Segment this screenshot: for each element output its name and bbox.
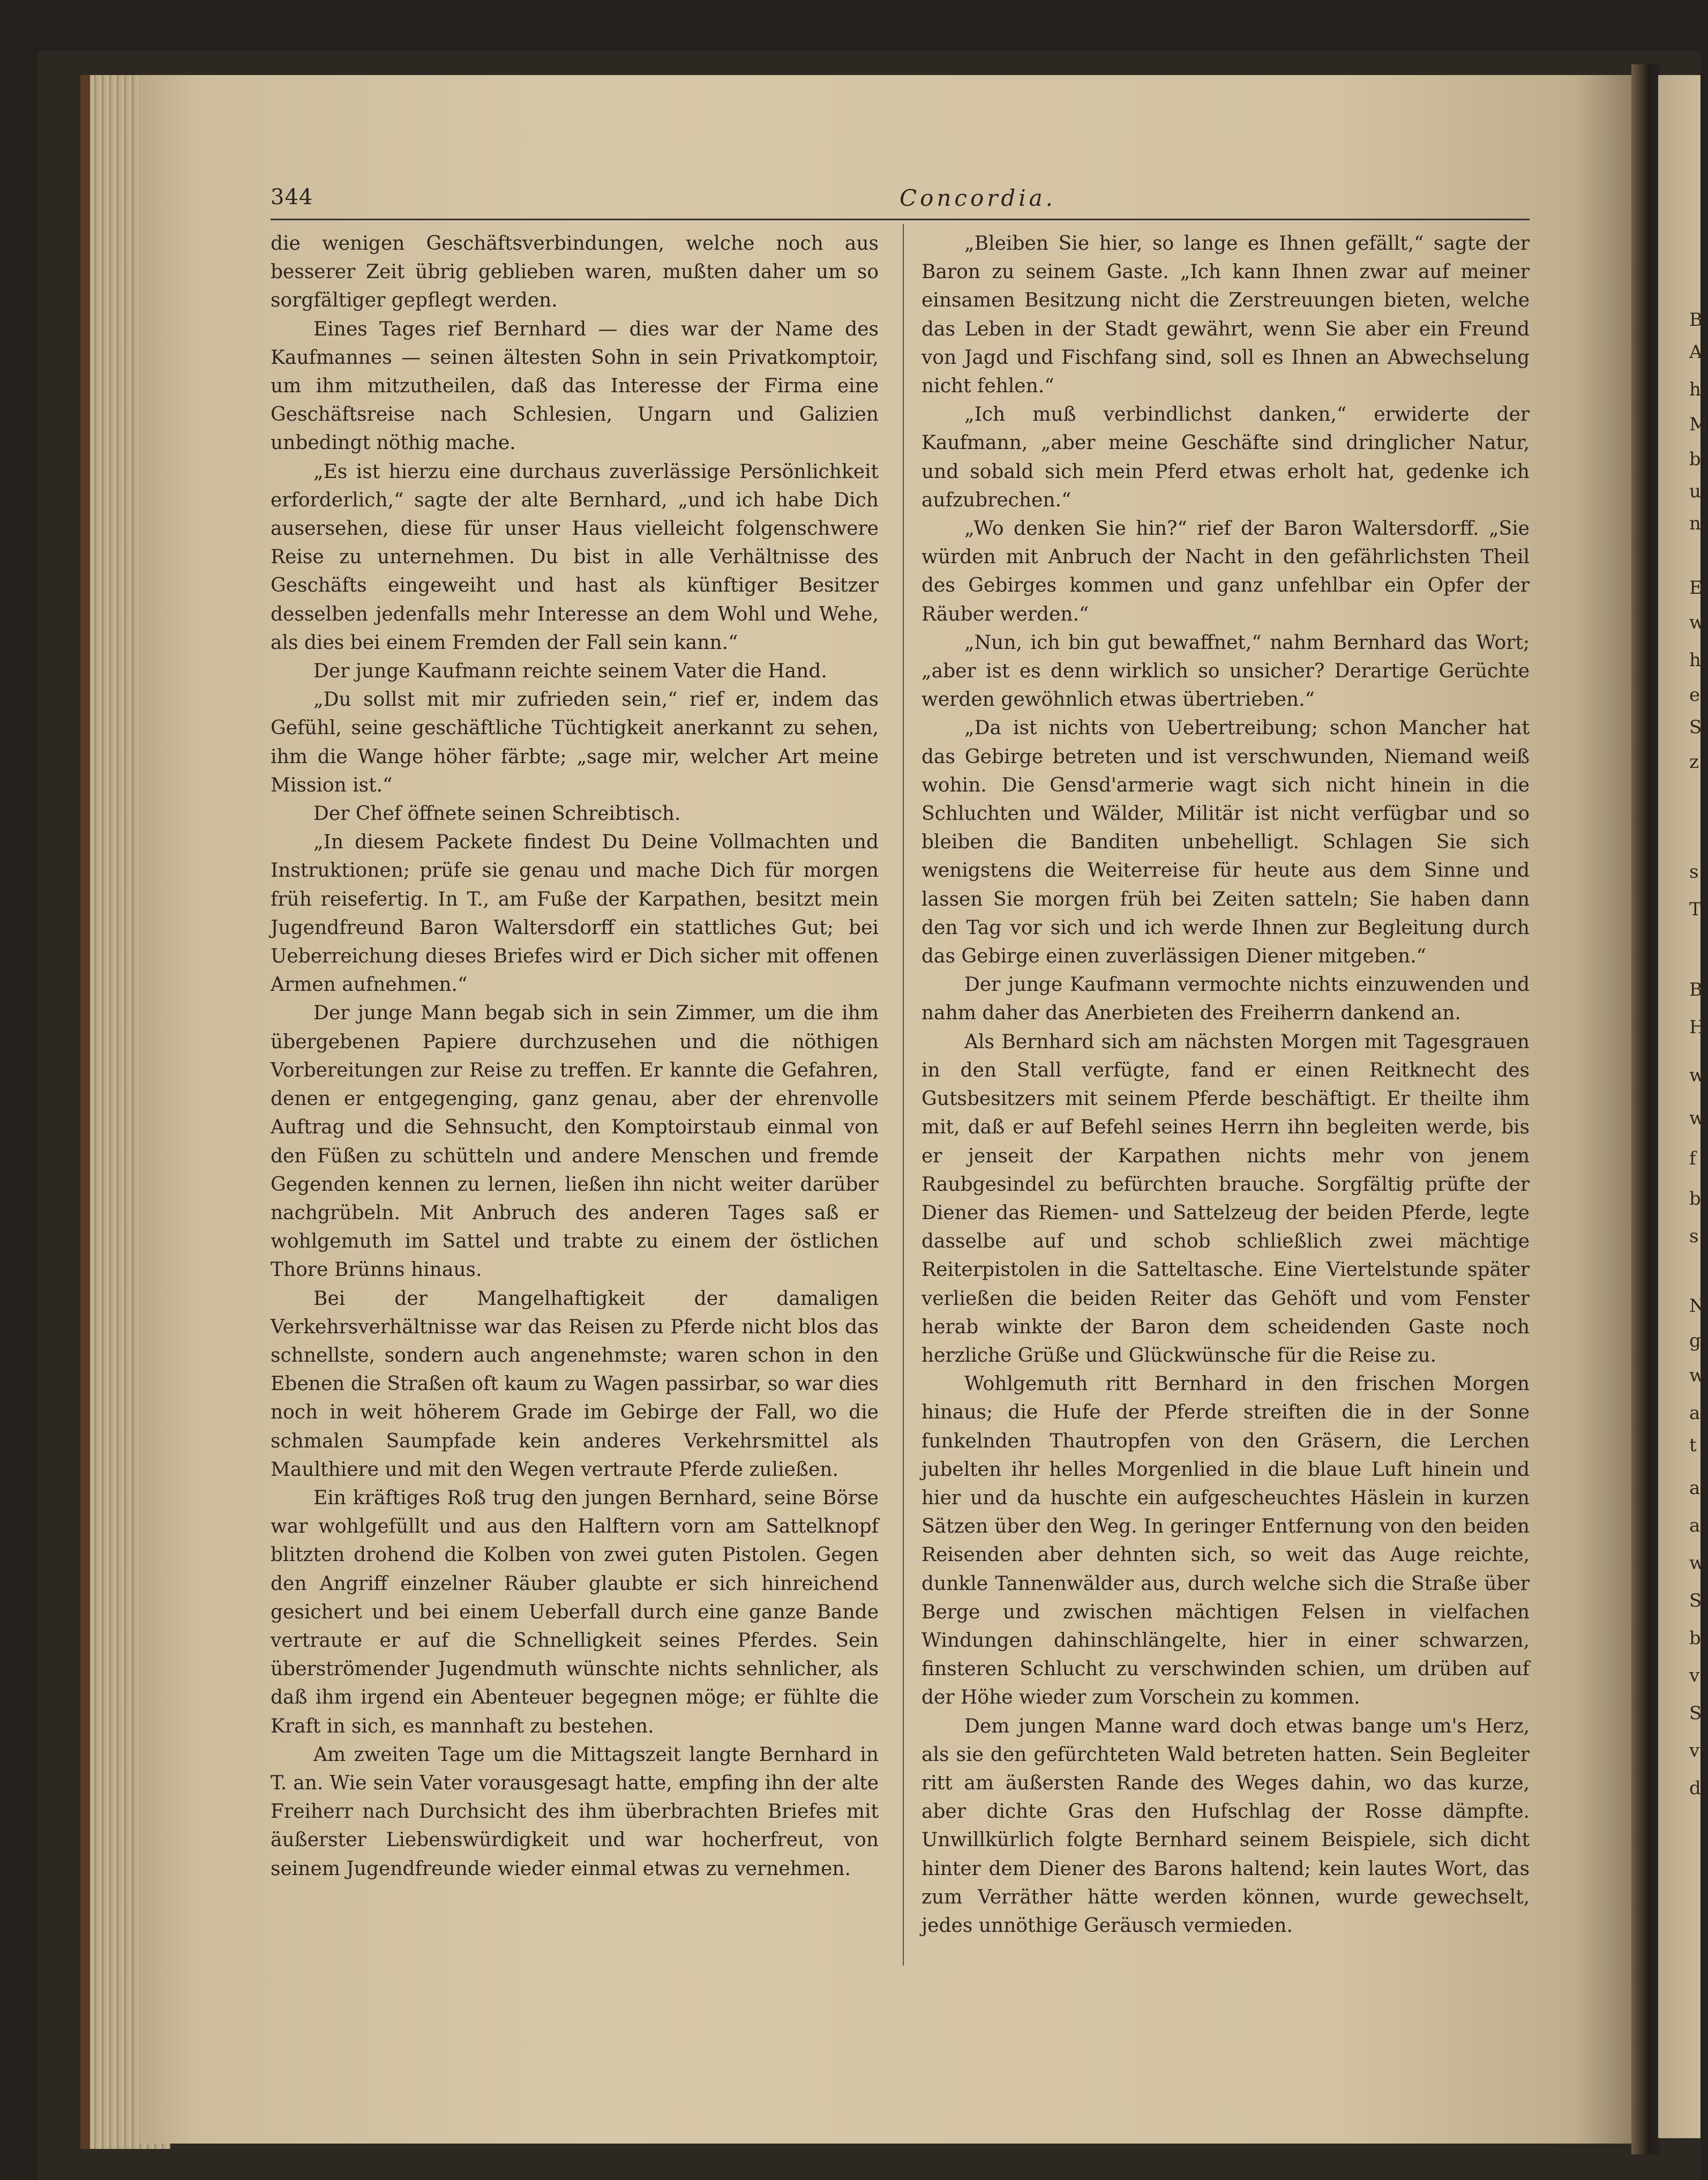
facing-page-letter: B — [1689, 309, 1703, 331]
facing-page-letter: h — [1689, 649, 1701, 671]
facing-page-letter: M — [1689, 414, 1708, 435]
paragraph: die wenigen Geschäftsverbindungen, welche noch aus besserer Zeit übrig geblieben waren, mußten daher um so sorgfältiger gepflegt werden. — [271, 233, 879, 312]
facing-page-letter: E — [1689, 577, 1703, 599]
facing-page-letter: u — [1689, 481, 1701, 502]
facing-page-letter: v — [1689, 1665, 1700, 1686]
facing-page-letter: t — [1689, 1435, 1697, 1456]
paragraph: „Bleiben Sie hier, so lange es Ihnen gefällt,“ sagte der Baron zu seinem Gaste. „Ich kann Ihnen zwar auf meiner einsamen Besitzung nicht die Zerstreuungen bieten, welche das Leben in der Stadt gewährt, wenn Sie aber ein Freund von Jagd und Fischfang sind, soll es Ihnen an Abwechselung nicht fehlen.“ — [922, 233, 1530, 398]
facing-page-letter: w — [1689, 1108, 1705, 1129]
book-gutter — [1631, 64, 1661, 2154]
facing-page-letter: e — [1689, 684, 1700, 706]
paragraph: Ein kräftiges Roß trug den jungen Bernhard, seine Börse war wohlgefüllt und aus den Halftern vorn am Sattelknopf blitzten drohend die Kolben von zwei guten Pistolen. Gegen den Angriff einzelner Räuber glaubte er sich hinreichend gesichert und bei einem Ueberfall durch eine ganze Bande vertraute er auf die Schnelligkeit seines Pferdes. Sein überströmender Jugendmuth wünschte nichts sehnlicher, als daß ihm irgend ein Abenteuer begegnen möge; er fühlte die Kraft in sich, es mannhaft zu bestehen. — [271, 1487, 879, 1737]
facing-page-edge — [1658, 75, 1708, 2138]
facing-page-letter: a — [1689, 1515, 1700, 1536]
facing-page-letter: w — [1689, 612, 1705, 633]
paragraph: Wohlgemuth ritt Bernhard in den frischen Morgen hinaus; die Hufe der Pferde streiften die in der Sonne funkelnden Thautropfen von den Gräsern, die Lerchen jubelten ihr helles Morgenlied in die blaue Luft hinein und hier und da huschte ein aufgescheuchtes Häslein in kurzen Sätzen über den Weg. In geringer Entfernung von den beiden Reisenden aber dehnten sich, so weit das Auge reichte, dunkle Tannenwälder aus, durch welche sich die Straße über Berge und zwischen mächtigen Felsen in vielfachen Windungen dahinschlängelte, hier in einer schwarzen, finsteren Schlucht zu verschwinden schien, um drüben auf der Höhe wieder zum Vorschein zu kommen. — [922, 1373, 1530, 1709]
paragraph: „Wo denken Sie hin?“ rief der Baron Waltersdorff. „Sie würden mit Anbruch der Nacht in den gefährlichsten Theil des Gebirges kommen und ganz unfehlbar ein Opfer der Räuber werden.“ — [922, 518, 1530, 625]
facing-page-letter: S — [1689, 716, 1702, 738]
left-text-column — [271, 229, 879, 1883]
paragraph: „Ich muß verbindlichst danken,“ erwiderte der Kaufmann, „aber meine Geschäfte sind dringlicher Natur, und sobald sich mein Pferd etwas erholt hat, gedenke ich aufzubrechen.“ — [922, 404, 1530, 511]
facing-page-letter: H — [1689, 1017, 1705, 1038]
page-header — [271, 185, 1530, 217]
paragraph: Der junge Mann begab sich in sein Zimmer, um die ihm übergebenen Papiere durchzusehen und die nöthigen Vorbereitungen zur Reise zu treffen. Er kannte die Gefahren, denen er entgegenging, ganz genau, aber der ehrenvolle Auftrag und die Sehnsucht, den Komptoirstaub einmal von den Füßen zu schütteln und andere Menschen und fremde Gegenden kennen zu lernen, ließen ihn nicht weiter darüber nachgrübeln. Mit Anbruch des anderen Tages saß er wohlgemuth im Sattel und trabte zu einem der östlichen Thore Brünns hinaus. — [271, 1002, 879, 1281]
facing-page-letter: d — [1689, 1778, 1701, 1799]
facing-page-letter: h — [1689, 379, 1701, 400]
paragraph: Dem jungen Manne ward doch etwas bange um's Herz, als sie den gefürchteten Wald betreten hatten. Sein Begleiter ritt am äußersten Rande des Weges dahin, wo das kurze, aber dichte Gras den Hufschlag der Rosse dämpfte. Unwillkürlich folgte Bernhard seinem Beispiele, sich dicht hinter dem Diener des Barons haltend; kein lautes Wort, das zum Verräther hätte werden können, wurde gewechselt, jedes unnöthige Geräusch vermieden. — [922, 1715, 1530, 1937]
paragraph: Als Bernhard sich am nächsten Morgen mit Tagesgrauen in den Stall verfügte, fand er einen Reitknecht des Gutsbesitzers mit seinem Pferde beschäftigt. Er theilte ihm mit, daß er auf Befehl seines Herrn ihn begleiten werde, bis er jenseit der Karpathen nichts mehr von jenem Raubgesindel zu befürchten brauche. Sorgfältig prüfte der Diener das Riemen- und Sattelzeug der beiden Pferde, legte dasselbe auf und schob schließlich zwei mächtige Reiterpistolen in die Satteltasche. Eine Viertelstunde später verließen die beiden Reiter das Gehöft und vom Fenster herab winkte der Baron dem scheidenden Gaste noch herzliche Grüße und Glückwünsche für die Reise zu. — [922, 1031, 1530, 1367]
paragraph: Der Chef öffnete seinen Schreibtisch. — [313, 803, 681, 825]
paragraph: Der junge Kaufmann reichte seinem Vater die Hand. — [313, 660, 827, 683]
paragraph: Eines Tages rief Bernhard — dies war der Name des Kaufmannes — seinen ältesten Sohn in sein Privatkomptoir, um ihm mitzutheilen, daß das Interesse der Firma eine Geschäftsreise nach Schlesien, Ungarn und Galizien unbedingt nöthig mache. — [271, 318, 879, 454]
facing-page-letter: w — [1689, 1065, 1705, 1086]
paragraph: „Du sollst mit mir zufrieden sein,“ rief er, indem das Gefühl, seine geschäftliche Tüchtigkeit anerkannt zu sehen, ihm die Wange höher färbte; „sage mir, welcher Art meine Mission ist.“ — [271, 689, 879, 796]
paragraph: „Nun, ich bin gut bewaffnet,“ nahm Bernhard das Wort; „aber ist es denn wirklich so unsicher? Derartige Gerüchte werden gewöhnlich etwas übertrieben.“ — [922, 631, 1530, 711]
facing-page-letter: b — [1689, 1188, 1701, 1210]
paragraph: „Es ist hierzu eine durchaus zuverlässige Persönlichkeit erforderlich,“ sagte der alte Bernhard, „und ich habe Dich ausersehen, diese für unser Haus vielleicht folgenschwere Reise zu unternehmen. Du bist in alle Verhältnisse des Geschäfts eingeweiht und hast als künftiger Besitzer desselben jedenfalls mehr Interesse an dem Wohl und Wehe, als dies bei einem Fremden der Fall sein kann.“ — [271, 460, 879, 654]
facing-page-letter: a — [1689, 1402, 1700, 1424]
right-text-column — [922, 229, 1530, 1940]
facing-page-letter: f — [1689, 1148, 1696, 1169]
facing-page-letter: T — [1689, 899, 1702, 920]
facing-page-letter: v — [1689, 1740, 1700, 1761]
facing-page-letter: a — [1689, 1477, 1700, 1499]
facing-page-letter: B — [1689, 979, 1703, 1001]
page-number: 344 — [271, 185, 313, 210]
facing-page-letter: S — [1689, 1590, 1702, 1611]
column-divider — [903, 224, 904, 1966]
facing-page-letter: z — [1689, 751, 1699, 773]
facing-page-letter: N — [1689, 1295, 1705, 1317]
facing-page-letter: b — [1689, 1627, 1701, 1649]
facing-page-letter: g — [1689, 1330, 1701, 1352]
paragraph: „Da ist nichts von Uebertreibung; schon Mancher hat das Gebirge betreten und ist verschwunden, Niemand weiß wohin. Die Gensd'armerie wagt sich nicht hinein in die Schluchten und Wälder, Militär ist nicht verfügbar und so bleiben die Banditen unbehelligt. Schlagen Sie sich wenigstens die Weiterreise für heute aus dem Sinne und lassen Sie morgen früh bei Zeiten satteln; Sie haben dann den Tag vor sich und ich werde Ihnen zur Begleitung durch das Gebirge einen zuverlässigen Diener mitgeben.“ — [922, 717, 1530, 968]
paragraph: Am zweiten Tage um die Mittagszeit langte Bernhard in T. an. Wie sein Vater vorausgesagt hatte, empfing ihn der alte Freiherr nach Durchsicht des ihm überbrachten Briefes mit äußerster Liebenswürdigkeit und war hocherfreut, von seinem Jugendfreunde wieder einmal etwas zu vernehmen. — [271, 1743, 879, 1880]
facing-page-letter: w — [1689, 1552, 1705, 1574]
paragraph: Bei der Mangelhaftigkeit der damaligen Verkehrsverhältnisse war das Reisen zu Pferde nicht blos das schnellste, sondern auch angenehmste; waren schon in den Ebenen die Straßen oft kaum zu Wagen passirbar, so war dies noch in weit höherem Grade im Gebirge der Fall, wo die schmalen Saumpfade kein anderes Verkehrsmittel als Maulthiere und mit den Wegen vertraute Pferde zuließen. — [271, 1287, 879, 1481]
facing-page-letter: S — [1689, 1703, 1702, 1724]
paragraph: „In diesem Packete findest Du Deine Vollmachten und Instruktionen; prüfe sie genau und mache Dich für morgen früh reisefertig. In T., am Fuße der Karpathen, besitzt mein Jugendfreund Baron Waltersdorff ein stattliches Gut; bei Ueberreichung dieses Briefes wird er Dich sicher mit offenen Armen aufnehmen.“ — [271, 831, 879, 996]
facing-page-letter: b — [1689, 449, 1701, 470]
facing-page-letter: w — [1689, 1365, 1705, 1386]
facing-page-letter: A — [1689, 341, 1703, 363]
header-rule — [271, 219, 1530, 220]
facing-page-letter: n — [1689, 513, 1701, 534]
facing-page-letter: s — [1689, 861, 1699, 883]
paragraph: Der junge Kaufmann vermochte nichts einzuwenden und nahm daher das Anerbieten des Freiherrn dankend an. — [922, 974, 1530, 1025]
running-title: Concordia. — [899, 185, 1057, 211]
facing-page-letter: s — [1689, 1226, 1699, 1247]
